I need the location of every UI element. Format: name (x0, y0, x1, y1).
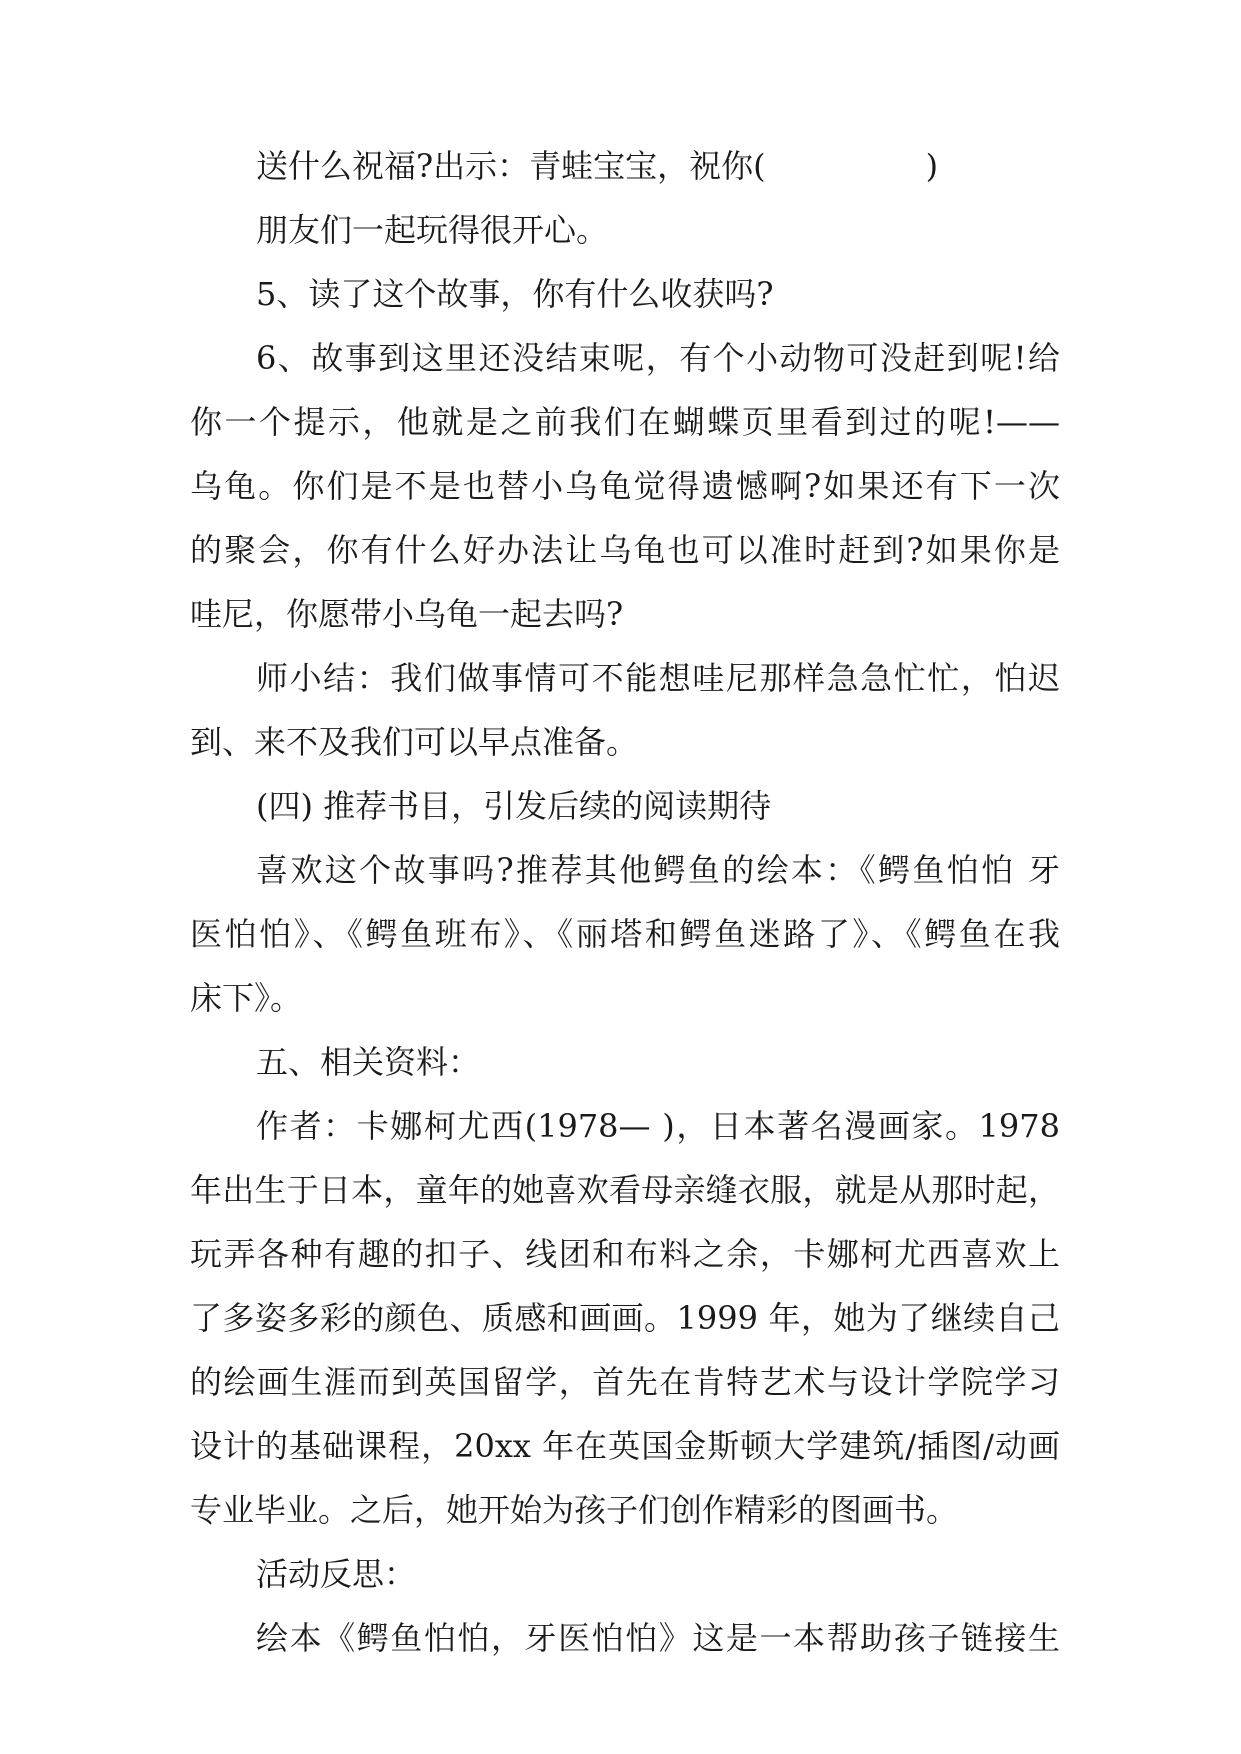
text-line: 你一个提示，他就是之前我们在蝴蝶页里看到过的呢!—— (190, 403, 1060, 441)
text-line: 到、来不及我们可以早点准备。 (190, 723, 639, 761)
text-line: 的聚会，你有什么好办法让乌龟也可以准时赶到?如果你是 (190, 531, 1060, 569)
section-heading: 五、相关资料： (256, 1043, 481, 1081)
text-line: 师小结：我们做事情可不能想哇尼那样急急忙忙，怕迟 (256, 659, 1060, 697)
section-heading: (四) 推荐书目，引发后续的阅读期待 (256, 787, 772, 825)
text-line: 喜欢这个故事吗?推荐其他鳄鱼的绘本：《鳄鱼怕怕 牙 (256, 851, 1060, 889)
section-heading: 活动反思： (256, 1555, 417, 1593)
text-line: 的绘画生涯而到英国留学，首先在肯特艺术与设计学院学习 (190, 1363, 1060, 1401)
text-line: 年出生于日本，童年的她喜欢看母亲缝衣服，就是从那时起， (190, 1171, 1060, 1209)
text-line: 设计的基础课程，20xx 年在英国金斯顿大学建筑/插图/动画 (190, 1427, 1060, 1465)
text-line: 送什么祝福?出示：青蛙宝宝，祝你( ) (256, 147, 939, 185)
text-line: 6、故事到这里还没结束呢，有个小动物可没赶到呢!给 (256, 339, 1060, 377)
text-line: 床下》。 (190, 979, 303, 1017)
text-line: 绘本《鳄鱼怕怕，牙医怕怕》这是一本帮助孩子链接生 (256, 1619, 1060, 1657)
text-line: 乌龟。你们是不是也替小乌龟觉得遗憾啊?如果还有下一次 (190, 467, 1060, 505)
text-line: 医怕怕》、《鳄鱼班布》、《丽塔和鳄鱼迷路了》、《鳄鱼在我 (190, 915, 1060, 953)
text-line: 哇尼，你愿带小乌龟一起去吗? (190, 595, 624, 633)
text-line: 作者：卡娜柯尤西(1978— )，日本著名漫画家。1978 (256, 1107, 1060, 1145)
text-line: 了多姿多彩的颜色、质感和画画。1999 年，她为了继续自己 (190, 1299, 1060, 1337)
text-line: 朋友们一起玩得很开心。 (256, 211, 609, 249)
text-line: 5、读了这个故事，你有什么收获吗? (256, 275, 774, 313)
text-line: 玩弄各种有趣的扣子、线团和布料之余，卡娜柯尤西喜欢上 (190, 1235, 1060, 1273)
text-line: 专业毕业。之后，她开始为孩子们创作精彩的图画书。 (190, 1491, 959, 1529)
